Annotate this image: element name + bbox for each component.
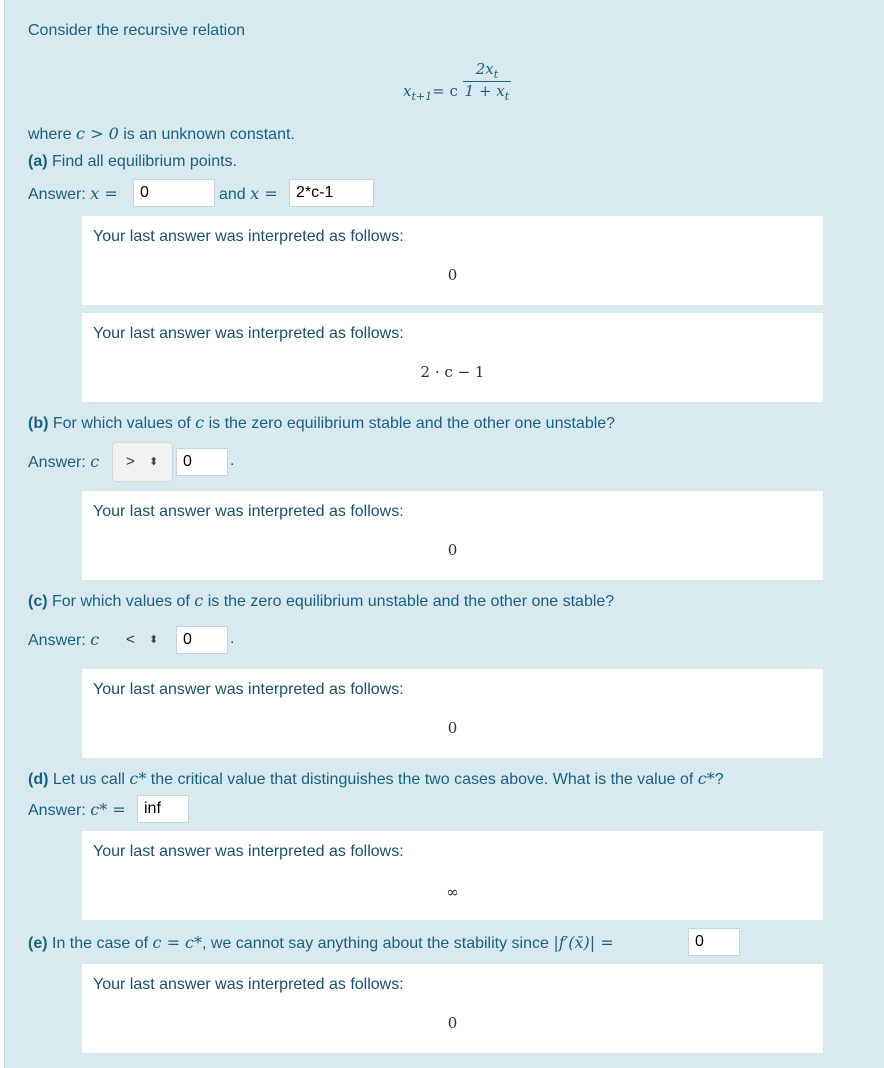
period-b: .: [230, 452, 235, 469]
interpretation-box-b: [82, 491, 823, 580]
x-equals-2: x =: [250, 184, 278, 203]
part-b-answer-label: [28, 452, 99, 472]
c-symbol: c: [195, 413, 205, 432]
intro-text: Consider the recursive relation: [28, 22, 245, 39]
interpretation-box-e: [82, 964, 823, 1053]
part-d-tag: (d): [28, 771, 49, 788]
part-a-tag: (a): [28, 153, 48, 170]
interpretation-label: Your last answer was interpreted as follows:: [93, 228, 404, 245]
question-panel: [4, 0, 884, 1068]
eq-denominator-sub: t: [504, 90, 510, 103]
part-e-question-pre: In the case of: [47, 935, 153, 952]
interpretation-box-a1: [82, 216, 823, 305]
part-e-question-post: , we cannot say anything about the stability since: [202, 935, 554, 952]
interpretation-value: 2 · c − 1: [420, 363, 485, 381]
eq-sign: = c: [432, 81, 458, 100]
interpretation-box-a2: [82, 313, 823, 402]
critical-value-input[interactable]: [137, 795, 189, 823]
part-d-question-end: ?: [714, 771, 724, 788]
part-a-question: [28, 153, 237, 171]
part-d-question-pre: Let us call: [48, 771, 130, 788]
relation-select-c[interactable]: [112, 620, 173, 660]
interpretation-value: 0: [447, 1014, 458, 1032]
answer-label: Answer:: [28, 802, 91, 819]
cstar-symbol: c*: [697, 769, 715, 788]
where-prefix: where: [28, 126, 77, 143]
part-a-answer-label: [28, 184, 118, 204]
eq-numerator-sub: t: [493, 68, 499, 81]
part-b-question-post: is the zero equilibrium stable and the other one unstable?: [204, 415, 616, 432]
equilibrium-input-1[interactable]: [133, 179, 215, 207]
where-text: [28, 124, 295, 144]
interpretation-label: Your last answer was interpreted as follows:: [93, 325, 404, 342]
part-b-question-pre: For which values of: [48, 415, 196, 432]
interpretation-box-d: [82, 831, 823, 920]
interpretation-label: Your last answer was interpreted as follows:: [93, 503, 404, 520]
interpretation-label: Your last answer was interpreted as follows:: [93, 843, 404, 860]
part-e-tag: (e): [28, 935, 48, 952]
c-symbol: c: [90, 452, 100, 471]
part-d-question-post: the critical value that distinguishes the two cases above. What is the value of: [146, 771, 698, 788]
threshold-input-c[interactable]: [176, 626, 228, 654]
answer-label: Answer:: [28, 186, 91, 203]
and-label: and: [219, 186, 251, 203]
eq-denominator: 1 + x: [464, 82, 505, 100]
x-equals: x =: [90, 184, 118, 203]
part-c-question-post: is the zero equilibrium unstable and the other one stable?: [203, 593, 615, 610]
derivative-input[interactable]: [688, 928, 740, 956]
part-e-question: [28, 933, 614, 953]
part-a-and: [219, 184, 278, 204]
eq-lhs: x: [403, 81, 412, 100]
derivative-abs-expr: |f′(x̄)| =: [553, 933, 614, 952]
where-suffix: is an unknown constant.: [118, 126, 295, 143]
part-a-question-text: Find all equilibrium points.: [47, 153, 237, 170]
select-arrow-icon: ⬍: [149, 456, 159, 468]
c-equals-cstar: c = c*: [152, 933, 203, 952]
part-d-answer-label: [28, 800, 126, 820]
part-c-question: [28, 591, 614, 611]
select-value: >: [126, 453, 135, 470]
interpretation-value: ∞: [446, 883, 459, 901]
threshold-input-b[interactable]: [176, 448, 228, 476]
answer-label: Answer:: [28, 454, 91, 471]
select-arrow-icon: ⬍: [149, 634, 159, 646]
eq-fraction: [463, 60, 512, 103]
interpretation-label: Your last answer was interpreted as follows:: [93, 681, 404, 698]
interpretation-value: 0: [447, 719, 458, 737]
cstar-equals: c* =: [90, 800, 126, 819]
equilibrium-input-2[interactable]: [289, 179, 374, 207]
part-c-answer-label: [28, 630, 99, 650]
relation-select-b[interactable]: [112, 442, 173, 482]
part-b-tag: (b): [28, 415, 49, 432]
recursive-equation: [403, 58, 511, 101]
part-c-question-pre: For which values of: [47, 593, 195, 610]
interpretation-label: Your last answer was interpreted as follows:: [93, 976, 404, 993]
c-symbol: c: [194, 591, 204, 610]
select-value: <: [126, 631, 135, 648]
part-b-question: [28, 413, 615, 433]
where-math: c > 0: [76, 124, 119, 143]
part-c-tag: (c): [28, 593, 48, 610]
interpretation-value: 0: [447, 541, 458, 559]
cstar-symbol: c*: [129, 769, 147, 788]
c-symbol: c: [90, 630, 100, 649]
eq-lhs-sub: t+1: [411, 89, 433, 103]
interpretation-value: 0: [447, 266, 458, 284]
interpretation-box-c: [82, 669, 823, 758]
part-d-question: [28, 769, 724, 789]
eq-numerator: 2x: [475, 60, 494, 78]
answer-label: Answer:: [28, 632, 91, 649]
period-c: .: [230, 630, 235, 647]
